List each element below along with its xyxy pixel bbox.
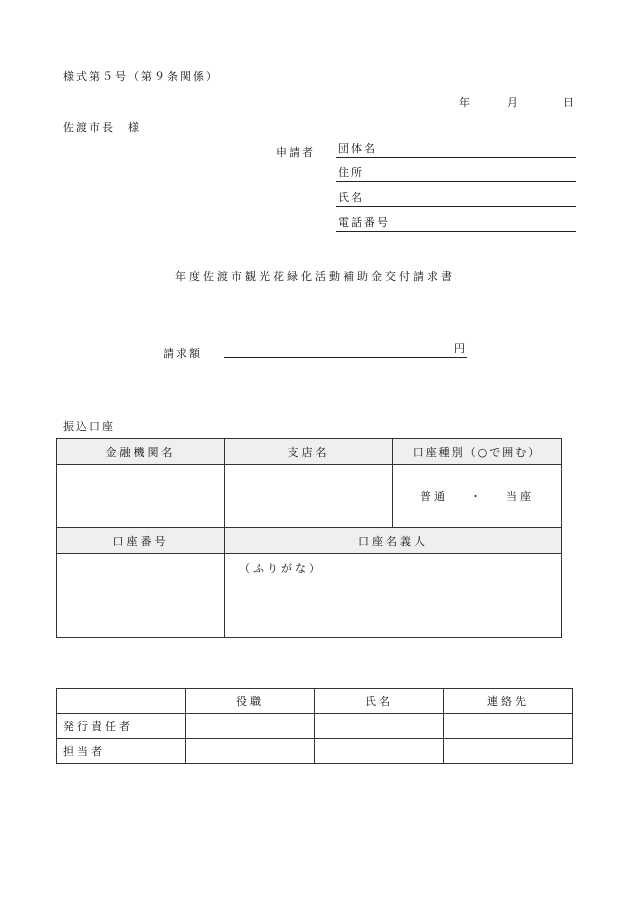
amount-input[interactable] — [224, 343, 467, 358]
account-type-options — [393, 465, 562, 528]
issuer-contact-input[interactable] — [444, 714, 573, 739]
contact-info-header: 連絡先 — [444, 689, 573, 714]
name-label: 氏名 — [338, 191, 364, 204]
furigana-label: （ふりがな） — [239, 562, 323, 575]
phone-field[interactable] — [336, 216, 576, 232]
bank-account-table — [56, 438, 562, 638]
staff-contact-input[interactable] — [444, 739, 573, 764]
applicant-label: 申請者 — [276, 146, 315, 159]
staff-name-input[interactable] — [315, 739, 444, 764]
issuer-row-label: 発行責任者 — [57, 714, 186, 739]
account-type-ordinary[interactable]: 普通 — [420, 490, 448, 503]
addressee: 佐渡市長 様 — [63, 121, 141, 134]
bank-account-heading: 振込口座 — [63, 420, 115, 433]
account-type-separator: ・ — [470, 490, 484, 503]
branch-input[interactable] — [225, 465, 393, 528]
group-name-field[interactable] — [336, 142, 576, 158]
institution-input[interactable] — [57, 465, 225, 528]
date-year-input[interactable]: 年 — [459, 96, 470, 109]
institution-header: 金融機関名 — [57, 439, 225, 465]
contact-corner-cell — [57, 689, 186, 714]
account-type-header: 口座種別（○で囲む） — [393, 439, 562, 465]
group-name-label: 団体名 — [338, 142, 377, 155]
amount-label: 請求額 — [163, 347, 202, 360]
document-title: 年度佐渡市観光花緑化活動補助金交付請求書 — [175, 270, 455, 283]
account-number-header: 口座番号 — [57, 528, 225, 554]
address-label: 住所 — [338, 166, 364, 179]
name-field[interactable] — [336, 191, 576, 207]
issuer-name-input[interactable] — [315, 714, 444, 739]
phone-label: 電話番号 — [338, 216, 390, 229]
date-month-input[interactable]: 月 — [507, 96, 518, 109]
account-number-input[interactable] — [57, 554, 225, 638]
branch-header: 支店名 — [225, 439, 393, 465]
form-number: 様式第５号（第９条関係） — [63, 70, 219, 83]
date-line — [459, 94, 574, 110]
issuer-position-input[interactable] — [186, 714, 315, 739]
contact-name-header: 氏名 — [315, 689, 444, 714]
position-header: 役職 — [186, 689, 315, 714]
holder-header: 口座名義人 — [225, 528, 562, 554]
account-type-current[interactable]: 当座 — [506, 490, 534, 503]
amount-unit: 円 — [454, 342, 465, 355]
address-field[interactable] — [336, 166, 576, 182]
staff-position-input[interactable] — [186, 739, 315, 764]
staff-row-label: 担当者 — [57, 739, 186, 764]
contact-table — [56, 688, 573, 764]
date-day-input[interactable]: 日 — [563, 96, 574, 109]
holder-input[interactable] — [225, 554, 562, 638]
